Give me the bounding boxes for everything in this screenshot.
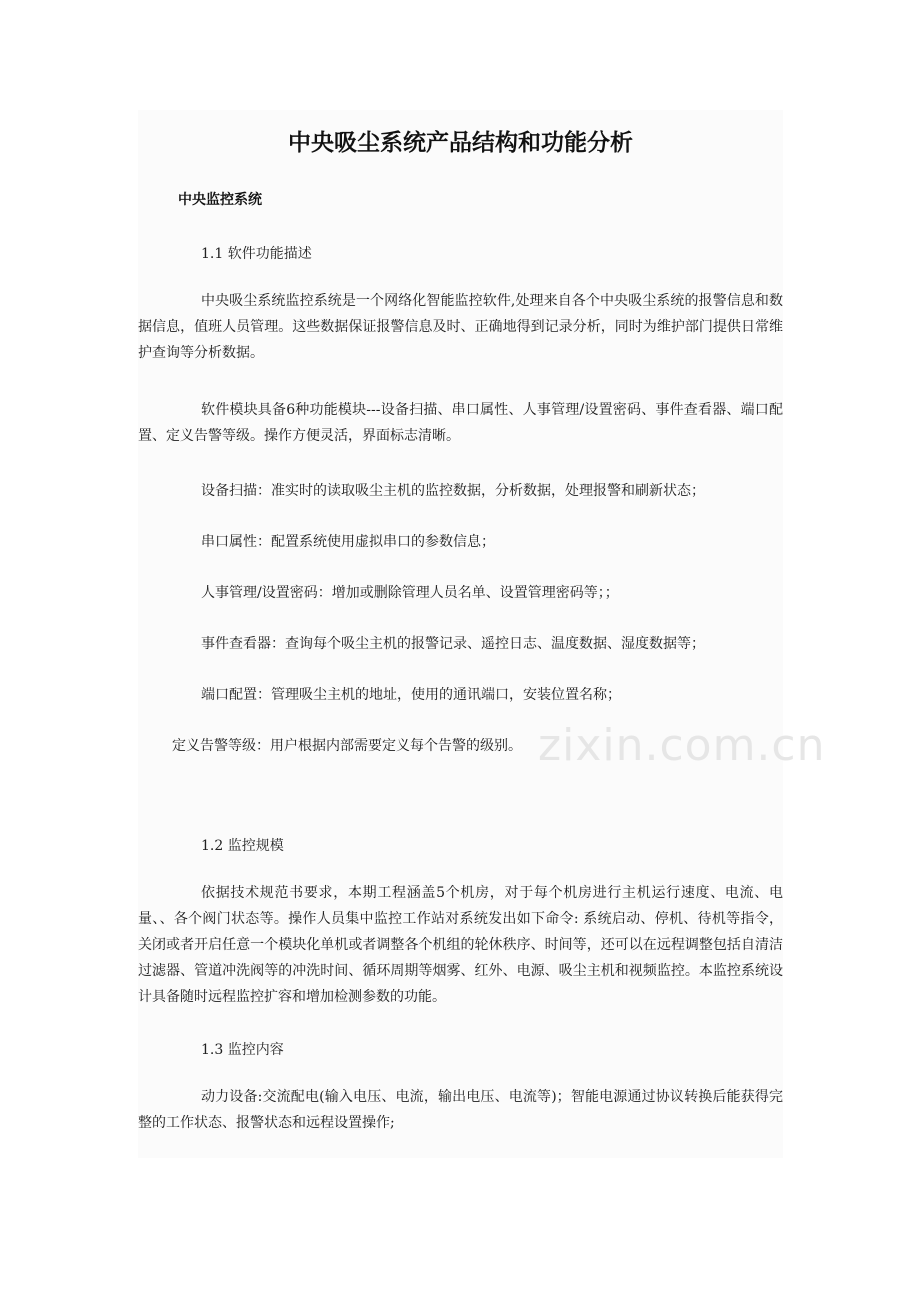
- section-1-2-title: 1.2 监控规模: [201, 838, 284, 854]
- feature-item: 定义告警等级：用户根据内部需要定义每个告警的级别。: [172, 738, 522, 754]
- section-1-1-title: 1.1 软件功能描述: [201, 246, 312, 262]
- section-1-2-paragraph: 依据技术规范书要求，本期工程涵盖5个机房，对于每个机房进行主机运行速度、电流、电量、、各个阀门状态等。操作人员集中监控工作站对系统发出如下命令: 系统启动、停机、待机等指令，关闭或者开启任意一个模块化单机或者调整各个机组的轮休秩序、时间等，还可以在远程调整包括自清洁过滤器、管道冲洗阀等的冲洗时间、循环周期等烟雾、红外、电源、吸尘主机和视频监控。本监控系统设计具备随时远程监控扩容和增加检测参数的功能。: [138, 885, 783, 1005]
- section-1-1-paragraph-2: 软件模块具备6种功能模块---设备扫描、串口属性、人事管理/设置密码、事件查看器、端口配置、定义告警等级。操作方便灵活，界面标志清晰。: [138, 402, 783, 444]
- feature-item: 串口属性：配置系统使用虚拟串口的参数信息；: [201, 534, 495, 550]
- document-title: 中央吸尘系统产品结构和功能分析: [288, 130, 633, 156]
- section-1-3-paragraph: 动力设备:交流配电(输入电压、电流，输出电压、电流等)；智能电源通过协议转换后能获得完整的工作状态、报警状态和远程设置操作;: [138, 1089, 783, 1131]
- feature-item: 事件查看器：查询每个吸尘主机的报警记录、遥控日志、温度数据、湿度数据等；: [201, 636, 705, 652]
- feature-item: 端口配置：管理吸尘主机的地址，使用的通讯端口，安装位置名称；: [201, 687, 621, 703]
- feature-item: 设备扫描：准实时的读取吸尘主机的监控数据，分析数据，处理报警和刷新状态；: [201, 483, 705, 499]
- section-heading: 中央监控系统: [178, 192, 262, 208]
- section-1-1-paragraph-1: 中央吸尘系统监控系统是一个网络化智能监控软件,处理来自各个中央吸尘系统的报警信息和数据信息，值班人员管理。这些数据保证报警信息及时、正确地得到记录分析，同时为维护部门提供日常维护查询等分析数据。: [138, 293, 783, 361]
- watermark: zixin.com.cn: [538, 720, 826, 771]
- feature-item: 人事管理/设置密码：增加或删除管理人员名单、设置管理密码等；；: [201, 585, 619, 601]
- document-page: [138, 110, 826, 1158]
- section-1-3-title: 1.3 监控内容: [201, 1042, 284, 1058]
